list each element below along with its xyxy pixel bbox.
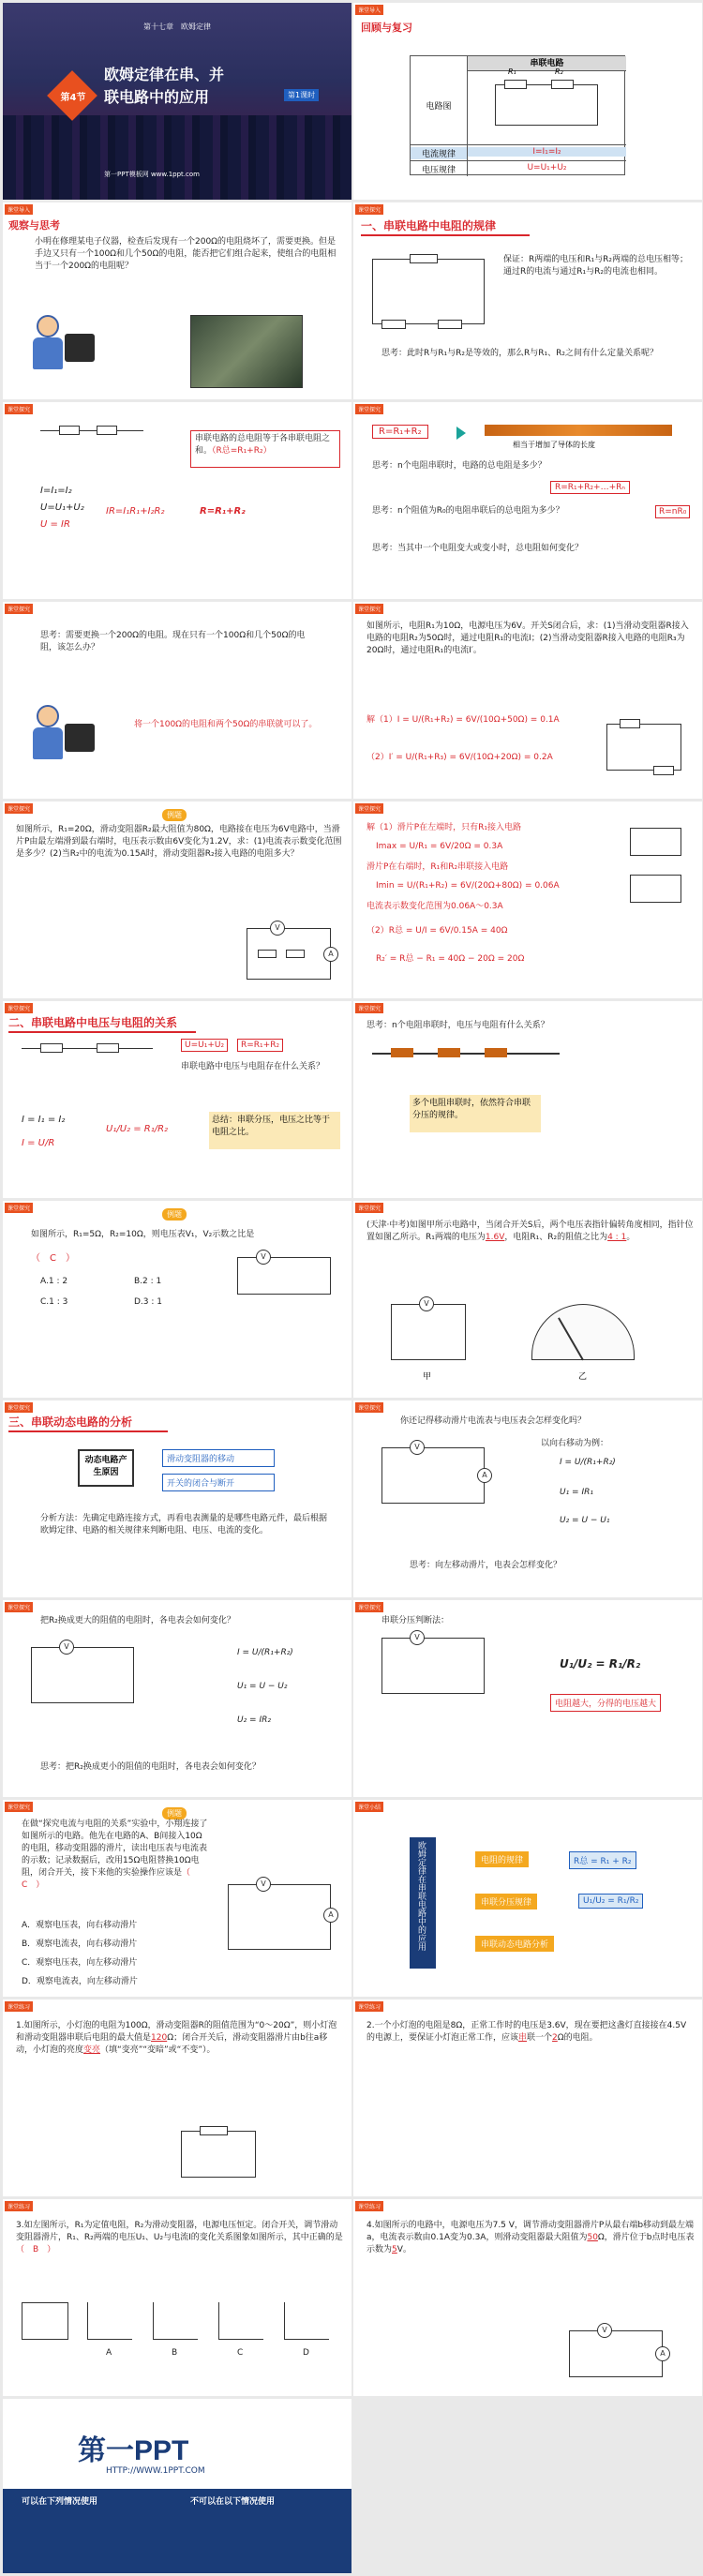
graph-d (284, 2302, 329, 2340)
problem-end: 。 (626, 1233, 636, 1243)
formula-2: U₁ = U − U₂ (237, 1682, 288, 1691)
slide-tag: 课堂探究 (5, 604, 33, 614)
center-box (410, 1837, 436, 1969)
problem-mid: ，电阻R₁、R₂的阻值之比为 (504, 1233, 608, 1243)
problem-mid: Ω，滑片位于b点时电压表示数为 (366, 2233, 695, 2255)
note-box: 电阻越大，分得的电压越大 (550, 1694, 661, 1712)
answer: （ B ） (16, 2245, 56, 2255)
ammeter-icon: A (477, 1468, 492, 1483)
resistor-r2 (97, 1043, 119, 1053)
voltmeter-dial (531, 1304, 635, 1360)
solution-2: （2）I′ = U/(R₁+R₃) = 6V/(10Ω+20Ω) = 0.2A (366, 753, 553, 762)
table-row-label-current: 电流规律 (411, 147, 467, 159)
ratio: U₁/U₂ = R₁/R₂ (106, 1124, 169, 1134)
solution-1: 解（1）I = U/(R₁+R₂) = 6V/(10Ω+50Ω) = 0.1A (366, 715, 560, 725)
resistor-block (485, 1048, 507, 1057)
slide-example-1 (353, 602, 702, 799)
label-r1: R₁ (508, 67, 516, 76)
cause-1: 滑动变阻器的移动 (162, 1449, 275, 1467)
cause-box (78, 1449, 134, 1487)
slide-review (353, 3, 702, 200)
step-7: R₂′ = R总 − R₁ = 40Ω − 20Ω = 20Ω (376, 954, 525, 964)
circuit-wire (22, 2302, 68, 2340)
step-1: 解（1）滑片P在左端时，只有R₁接入电路 (366, 823, 522, 832)
step-5: 电流表示数变化范围为0.06A～0.3A (366, 902, 503, 911)
answer-box (410, 1095, 541, 1132)
problem-body: 2.一个小灯泡的电阻是8Ω，正常工作时的电压是3.6V，现在要把这盏灯直接接在4.5V的电源上，要保证小灯泡正常工作，应该 (366, 2021, 687, 2044)
problem-text: 如图所示，R₁=20Ω，滑动变阻器R₂最大阻值为80Ω，电路接在电压为6V电路中，当滑片P由最左端滑到最右端时，电压表示数由6V变化为1.2V，求：(1)电流表示数变化范围是多少？(2)当R₂中的电流为0.15A时，滑动变阻器R₂接入电路的电阻多大？ (16, 825, 342, 860)
rule-voltage: U=U₁+U₂ (527, 163, 567, 172)
answer-1: 120 (151, 2033, 168, 2044)
resistor-r1 (504, 80, 527, 89)
slide-tag: 课堂探究 (355, 1402, 383, 1413)
table-col-head: 串联电路 (530, 59, 564, 68)
slide-cover (3, 3, 352, 200)
resistor-r2 (551, 80, 574, 89)
logo: 第一PPT (78, 2435, 189, 2466)
slide-tag: 课堂探究 (355, 803, 383, 814)
label-r2: R₂ (555, 67, 563, 76)
method-text: 分析方法：先确定电路连接方式，再看电表测量的是哪些电路元件，最后根据欧姆定律、电路的相关规律来判断电阻、电压、电流的变化。 (40, 1514, 328, 1536)
caption: 相当于增加了导体的长度 (513, 441, 595, 449)
problem-text: 如图所示，电阻R₁为10Ω，电源电压为6V。开关S闭合后，求：(1)当滑动变阻器R接入电路的电阻R₂为50Ω时，通过电阻R₁的电流I；(2)当滑动变阻器R接入电路的电阻R₃为20Ω时，通过电阻R₁的电流I′。 (366, 622, 689, 656)
answer-2: 2 (552, 2033, 558, 2044)
slide-tag: 课堂探究 (5, 803, 33, 814)
person-head (37, 315, 59, 337)
option-b: B.2 : 1 (134, 1277, 162, 1286)
question: 串联电路中电压与电阻存在什么关系？ (181, 1062, 325, 1071)
branch-1-formula: R总 = R₁ + R₂ (569, 1851, 636, 1869)
question: 你还记得移动滑片电流表与电压表会怎样变化吗？ (400, 1416, 587, 1426)
resistor-block (438, 1048, 460, 1057)
slide-tag: 课堂探究 (355, 1602, 383, 1612)
city-skyline (3, 115, 352, 200)
option-d: D．观察电流表，向左移动滑片 (22, 1977, 138, 1986)
think-text: 思考：把R₂换成更小的阻值的电阻时，各电表会如何变化？ (40, 1762, 261, 1772)
slide-heading: 观察与思考 (8, 219, 60, 232)
option-c: C (237, 2348, 244, 2358)
step-2: Imax = U/R₁ = 6V/20Ω = 0.3A (376, 842, 503, 851)
slide-practice-2 (353, 1999, 702, 2196)
slide-n-voltage (353, 1001, 702, 1198)
problem-end: V。 (396, 2245, 411, 2255)
resistor-r2 (438, 320, 462, 329)
slide-example-3 (3, 1201, 352, 1398)
section-number: 第4节 (60, 93, 86, 103)
branch-2-formula: U₁/U₂ = R₁/R₂ (578, 1894, 643, 1909)
problem-body: 在做“探究电流与电阻的关系”实验中，小翔连接了如图所示的电路。他先在电路的A、B间接入10Ω的电阻，移动变阻器的滑片，读出电压表与电流表的示数；记录数据后，改用15Ω电阻替换10Ω电阻，闭合开关，接下来他的实验操作应该是 (22, 1820, 208, 1879)
slide-replace-r2 (3, 1600, 352, 1797)
slide-derivation (3, 402, 352, 599)
graph-b (153, 2302, 198, 2340)
repairman-illustration (31, 705, 97, 771)
answer-1: 50 (587, 2233, 598, 2243)
cover-chapter: 第十七章 欧姆定律 (143, 22, 211, 31)
problem-body: (天津·中考)如图甲所示电路中，当闭合开关S后，两个电压表指针偏转角度相同，指针位置如图乙所示。R₁两端的电压为 (366, 1221, 694, 1243)
step-3: 滑片P在右端时，R₁和R₂串联接入电路 (366, 862, 509, 872)
slide-ad (3, 2399, 352, 2573)
problem-text (366, 2020, 695, 2044)
center-text: 欧姆定律在串联电路中的应用 (416, 1841, 426, 1951)
slide-tag: 课堂小结 (355, 1802, 383, 1812)
summary-text: 总结：串联分压，电压之比等于电阻之比。 (212, 1116, 331, 1137)
problem-text: 如图所示，R₁=5Ω，R₂=10Ω，则电压表V₁，V₂示数之比是 (31, 1230, 255, 1239)
label-fig-b: 乙 (578, 1372, 588, 1382)
question-3: 思考：当其中一个电阻变大或变小时，总电阻如何变化？ (372, 544, 584, 553)
person-body (33, 727, 63, 759)
ratio: U₁/U₂ = R₁/R₂ (560, 1657, 641, 1670)
slide-tag: 课堂探究 (355, 404, 383, 414)
voltmeter-icon: V (597, 2323, 612, 2338)
period-badge: 第1课时 (284, 89, 319, 101)
question: 把R₂换成更大的阻值的电阻时，各电表会如何变化？ (40, 1616, 235, 1625)
ammeter-icon: A (323, 1908, 338, 1923)
resistor-r1 (381, 320, 406, 329)
problem-body: 4.如图所示的电路中，电源电压为7.5 V，调节滑动变阻器滑片P从最右端b移动到最左端a，电流表示数由0.1A变为0.3A，则滑动变阻器最大阻值为 (366, 2221, 695, 2243)
slide-tag: 课堂练习 (5, 2201, 33, 2211)
circuit-board-photo (190, 315, 303, 388)
question-1: 思考：n个电阻串联时，电路的总电阻是多少？ (372, 461, 546, 471)
problem-text (16, 2220, 344, 2256)
voltmeter-icon: V (256, 1877, 271, 1892)
eq-ohm: I = U/R (22, 1138, 55, 1148)
row-divider (411, 144, 626, 145)
slide-tag: 课堂探究 (5, 1802, 33, 1812)
answer: （ C ） (22, 1868, 200, 1891)
option-a: A (106, 2348, 112, 2358)
repairman-illustration (31, 315, 97, 381)
resistor-r2 (286, 950, 305, 958)
person-body (33, 337, 63, 369)
ammeter-icon: A (655, 2346, 670, 2361)
example-pill: 例题 (162, 1807, 187, 1820)
logo-url: HTTP://WWW.1PPT.COM (106, 2466, 205, 2476)
resistor-r1 (40, 1043, 63, 1053)
slide-slider-move (353, 1400, 702, 1597)
eq-current: I=I₁=I₂ (40, 486, 72, 496)
answer-2: 4 : 1 (607, 1233, 627, 1243)
slide-tag: 课堂练习 (355, 2001, 383, 2012)
heading-underline (361, 234, 530, 236)
branch-3: 串联动态电路分析 (475, 1936, 554, 1952)
example-pill: 例题 (162, 809, 187, 821)
slide-summary (353, 1800, 702, 1997)
option-c: C.1 : 3 (40, 1297, 68, 1307)
think-text: 思考：向左移动滑片，电表会怎样变化？ (410, 1561, 562, 1570)
voltmeter-icon: V (419, 1296, 434, 1311)
slide-dynamic (3, 1400, 352, 1597)
circuit-wire (569, 2330, 663, 2377)
slide-replace-resistor (3, 602, 352, 799)
option-a: A.1 : 2 (40, 1277, 68, 1286)
answer-2: 5 (392, 2245, 397, 2255)
usage-col-2: 不可以在以下情况使用 (190, 2497, 276, 2507)
ammeter-icon: A (323, 947, 338, 962)
branch-1: 电阻的规律 (475, 1851, 529, 1867)
slide-tag: 课堂练习 (355, 2201, 383, 2211)
usage-col-1: 可以在下列情况使用 (22, 2497, 98, 2507)
problem-mid: 联一个 (527, 2033, 553, 2044)
table-row-label-circuit: 电路图 (426, 102, 452, 112)
resistor-r1 (59, 426, 80, 435)
slide-voltage-resistance (3, 1001, 352, 1198)
formula-1: I = U/(R₁+R₂) (237, 1648, 293, 1657)
table-row-label-voltage: 电压规律 (421, 166, 456, 175)
problem-body: 1.如图所示，小灯泡的电阻为100Ω，滑动变阻器R的阻值范围为“0～20Ω”，则小灯泡和滑动变阻器串联后电阻的最大值是 (16, 2021, 337, 2044)
slide-tag: 课堂练习 (5, 2001, 33, 2012)
slide-tag: 课堂探究 (5, 1602, 33, 1612)
eq-result: R=R₁+R₂ (200, 506, 246, 517)
formula-3: U₂ = IR₂ (237, 1715, 271, 1725)
cover-title-1: 欧姆定律在串、并 (104, 66, 225, 83)
problem-mid: Ω；闭合开关后，滑动变阻器滑片由b往a移动，小灯泡的亮度 (16, 2033, 328, 2056)
cause-text: 动态电路产生原因 (84, 1456, 127, 1477)
note-main: 串联电路的总电阻等于各串联电阻之和。 (195, 434, 331, 457)
formula-2: U₁ = IR₁ (560, 1488, 593, 1497)
problem-end: Ω的电阻。 (557, 2033, 598, 2044)
circuit-wire (630, 828, 681, 856)
slide-practice-1 (3, 1999, 352, 2196)
rheostat (200, 2126, 228, 2135)
formula-3: U₂ = U − U₁ (560, 1516, 610, 1525)
slide-resistance-rule (353, 202, 702, 399)
section-heading: 三、串联动态电路的分析 (8, 1415, 133, 1429)
problem-end: （填“变亮”“变暗”或“不变”）。 (100, 2045, 216, 2056)
note-formula: （R总=R₁+R₂） (212, 446, 272, 457)
circuit-wire (237, 1257, 331, 1295)
answer-1: 1.6V (485, 1233, 505, 1243)
table-header (467, 56, 626, 71)
answer-text: 将一个100Ω的电阻和两个50Ω的串联就可以了。 (134, 720, 318, 729)
problem-text (366, 1220, 695, 1244)
step-6: （2）R总 = U/I = 6V/0.15A = 40Ω (366, 926, 508, 936)
cause-2: 开关的闭合与断开 (162, 1474, 275, 1491)
problem-body: 3.如左图所示，R₁为定值电阻，R₂为滑动变阻器，电源电压恒定。闭合开关，调节滑动变阻器滑片，R₁、R₂两端的电压U₁、U₂与电流I的变化关系图象如图所示，其中正确的是 (16, 2221, 343, 2243)
slide-observe (3, 202, 352, 399)
question: 思考：n个电阻串联时，电压与电阻有什么关系？ (366, 1021, 549, 1030)
slide-divider-rule (353, 1600, 702, 1797)
rheostat (653, 766, 674, 775)
slide-example-4 (3, 1800, 352, 1997)
problem-text (16, 2020, 344, 2057)
body-text: 思考：需要更换一个200Ω的电阻。现在只有一个100Ω和几个50Ω的电阻，该怎么办？ (40, 631, 306, 653)
resistor-r2 (97, 426, 117, 435)
review-table (410, 55, 625, 175)
slide-tag: 课堂探究 (5, 1402, 33, 1413)
slide-n-resistors (353, 402, 702, 599)
circuit-wire (40, 430, 143, 449)
option-d: D (303, 2348, 309, 2358)
option-b: B．观察电流表，向右移动滑片 (22, 1939, 138, 1949)
circuit-wire (228, 1884, 331, 1950)
circuit-wire (381, 1447, 485, 1504)
eq-current: I = I₁ = I₂ (22, 1115, 66, 1125)
graph-a (87, 2302, 132, 2340)
voltmeter-icon: V (256, 1250, 271, 1265)
heading-underline (8, 1430, 168, 1432)
formula-1: I = U/(R₁+R₂) (560, 1458, 616, 1467)
graph-c (218, 2302, 263, 2340)
resistor-block (391, 1048, 413, 1057)
question-2: 思考：n个阻值为R₀的电阻串联后的总电阻为多少？ (372, 506, 564, 516)
slide-tag: 课堂探究 (355, 1203, 383, 1213)
formula-n: R=R₁+R₂+…+Rₙ (550, 481, 630, 494)
review-title: 回顾与复习 (361, 22, 412, 34)
option-b: B (172, 2348, 178, 2358)
heading: 串联分压判断法： (381, 1616, 450, 1625)
voltmeter-icon: V (410, 1440, 425, 1455)
proof-text: 保证：R两端的电压和R₁与R₂两端的总电压相等；通过R的电流与通过R₁与R₂的电流也相同。 (503, 255, 688, 277)
col-divider (467, 56, 468, 176)
slide-tag: 课堂探究 (5, 1003, 33, 1013)
resistor-r1 (258, 950, 277, 958)
section-heading: 一、串联电路中电阻的规律 (361, 219, 497, 232)
circuit-wire (381, 1638, 485, 1694)
cover-title-2: 联电路中的应用 (104, 88, 210, 106)
answer-text: 多个电阻串联时，依然符合串联分压的规律。 (412, 1099, 531, 1120)
slide-tag: 课堂探究 (355, 1003, 383, 1013)
problem-text (366, 2220, 695, 2256)
answer-2: 变亮 (83, 2045, 101, 2056)
slide-practice-4 (353, 2199, 702, 2396)
voltmeter-icon: V (270, 921, 285, 936)
tv-box (65, 334, 95, 362)
slide-practice-3 (3, 2199, 352, 2396)
circuit-wire (391, 1304, 466, 1360)
step-4: Imin = U/(R₁+R₂) = 6V/(20Ω+80Ω) = 0.06A (376, 881, 560, 891)
slide-zhongkao (353, 1201, 702, 1398)
slide-tag: 课堂探究 (355, 604, 383, 614)
eq-resistance: R=R₁+R₂ (237, 1039, 283, 1052)
note-box (190, 430, 340, 468)
cover-site: 第一PPT模板网 www.1ppt.com (104, 171, 200, 178)
answer-2: R=nR₀ (655, 505, 690, 518)
heading-underline (8, 1031, 196, 1033)
person-head (37, 705, 59, 727)
circuit-wire (181, 2131, 256, 2178)
example-pill: 例题 (162, 1208, 187, 1221)
resistor-r (410, 254, 438, 263)
label-fig-a: 甲 (423, 1372, 432, 1382)
slide-solution-2 (353, 801, 702, 998)
circuit-wire (495, 84, 598, 126)
circuit-wire (31, 1647, 134, 1703)
voltmeter-icon: V (59, 1640, 74, 1655)
branch-2: 串联分压规律 (475, 1894, 537, 1910)
eq-voltage: U=U₁+U₂ (181, 1039, 228, 1052)
body-text: 小明在修理某电子仪器，检查后发现有一个200Ω的电阻烧坏了，需要更换。但是手边又只有一个100Ω和几个50Ω的电阻，能否把它们组合起来，使组合的电阻相当于一个200Ω的电阻呢？ (35, 237, 337, 272)
conductor-bar (485, 425, 672, 436)
slide-tag: 课堂探究 (5, 404, 33, 414)
eq-ohm: U = IR (40, 519, 70, 530)
answer-1: 串 (518, 2033, 528, 2044)
problem-text (22, 1819, 209, 1892)
note-text (195, 433, 336, 457)
arrow-icon (456, 427, 466, 440)
section-heading: 二、串联电路中电压与电阻的关系 (8, 1016, 178, 1029)
resistor-r1 (620, 719, 640, 728)
summary-box (209, 1112, 340, 1149)
option-c: C．观察电压表，向左移动滑片 (22, 1958, 138, 1968)
rule-current: I=I₁=I₂ (468, 147, 626, 157)
slide-tag: 课堂导入 (355, 5, 383, 15)
circuit-wire (372, 259, 485, 324)
eq-voltage: U=U₁+U₂ (40, 502, 84, 513)
option-a: A．观察电压表，向右移动滑片 (22, 1921, 138, 1930)
think-text: 思考：此时R与R₁与R₂是等效的，那么R与R₁、R₂之间有什么定量关系呢？ (381, 349, 658, 358)
row-divider (411, 160, 626, 161)
move-note: 以向右移动为例： (541, 1439, 609, 1448)
circuit-wire (630, 875, 681, 903)
circuit-wire (606, 724, 681, 771)
voltmeter-icon: V (410, 1630, 425, 1645)
formula-box: R=R₁+R₂ (372, 425, 428, 439)
tv-box (65, 724, 95, 752)
slide-tag: 课堂导入 (5, 204, 33, 215)
usage-panel (3, 2489, 352, 2573)
option-d: D.3 : 1 (134, 1297, 162, 1307)
answer: （ C ） (31, 1253, 75, 1264)
slide-tag: 课堂探究 (355, 204, 383, 215)
slide-example-2 (3, 801, 352, 998)
slide-tag: 课堂探究 (5, 1203, 33, 1213)
eq-substitute: IR=I₁R₁+I₂R₂ (106, 506, 165, 517)
